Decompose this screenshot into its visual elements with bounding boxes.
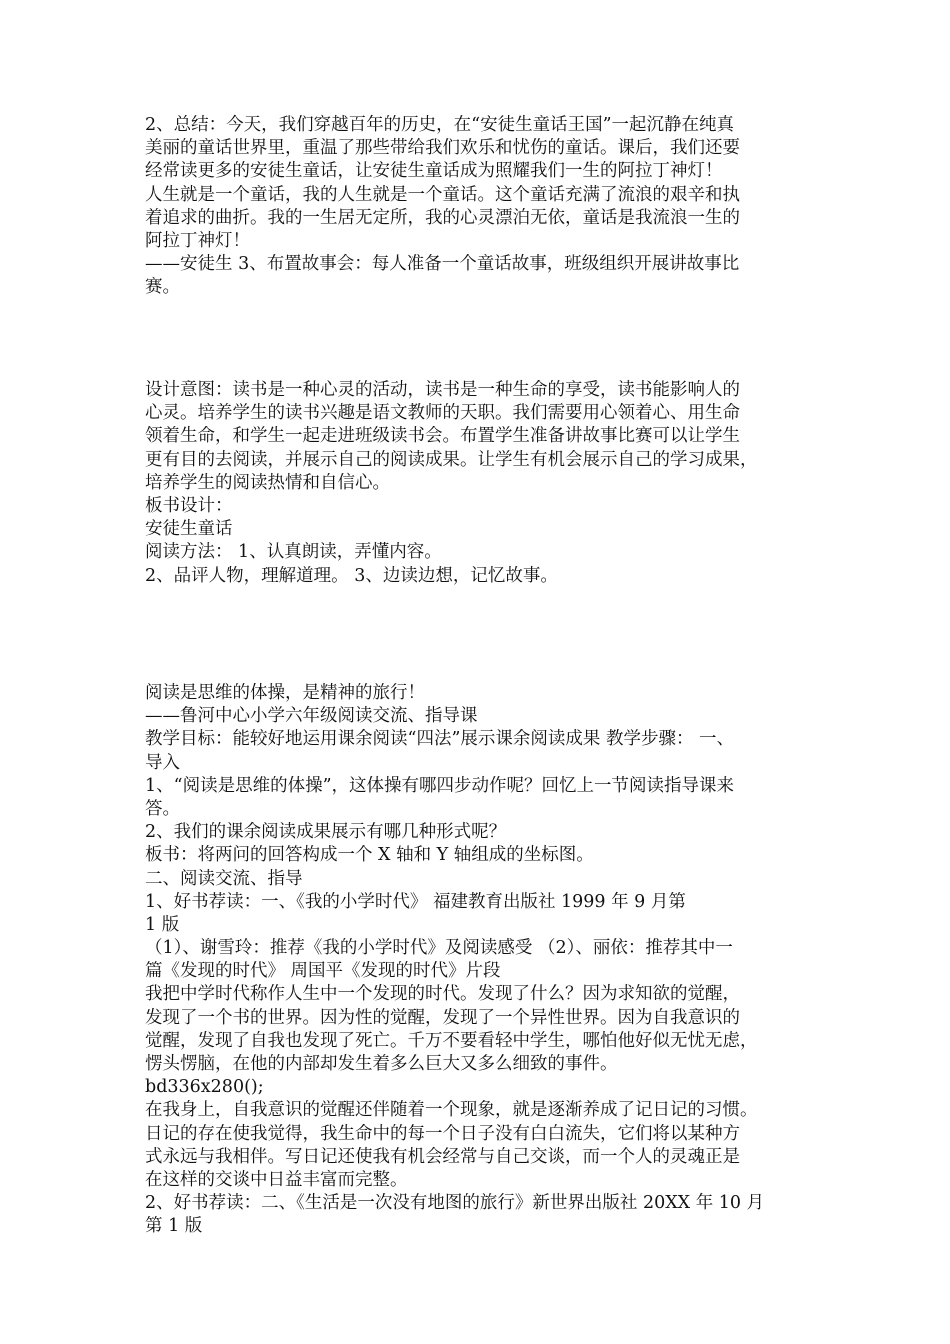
text-line: bd336x280(); [145,1077,264,1098]
text-line: 1、“阅读是思维的体操”，这体操有哪四步动作呢？回忆上一节阅读指导课来 [145,775,735,796]
board-design-heading: 板书设计： [145,495,233,516]
lesson-subtitle: ——鲁河中心小学六年级阅读交流、指导课 [145,706,478,727]
text-line: 2、好书荐读：二、《生活是一次没有地图的旅行》新世界出版社 20XX 年 10 月 [145,1193,765,1214]
text-line: 第 1 版 [145,1216,203,1237]
text-line: 阅读方法： 1、认真朗读，弄懂内容。 [145,542,442,563]
text-line: 篇《发现的时代》 周国平《发现的时代》片段 [145,961,501,982]
text-line: （1）、谢雪玲：推荐《我的小学时代》及阅读感受 （2）、丽依：推荐其中一 [145,938,733,959]
text-line: 领着生命，和学生一起走进班级读书会。布置学生准备讲故事比赛可以让学生 [145,426,740,447]
text-line: 培养学生的阅读热情和自信心。 [145,472,390,493]
text-line: 2、总结：今天，我们穿越百年的历史，在“安徒生童话王国”一起沉静在纯真 [145,115,735,135]
text-line: 发现了一个书的世界。因为性的觉醒，发现了一个异性世界。因为自我意识的 [145,1007,740,1028]
text-line: 日记的存在使我觉得，我生命中的每一个日子没有白白流失，它们将以某种方 [145,1123,740,1144]
text-line: 在我身上，自我意识的觉醒还伴随着一个现象，就是逐渐养成了记日记的习惯。 [145,1100,758,1121]
text-line: 人生就是一个童话，我的人生就是一个童话。这个童话充满了流浪的艰辛和执 [145,184,740,205]
text-line: 美丽的童话世界里，重温了那些带给我们欢乐和忧伤的童话。课后，我们还要 [145,138,740,159]
text-line: 阿拉丁神灯！ [145,230,250,251]
text-line: 1 版 [145,914,180,935]
text-line: 我把中学时代称作人生中一个发现的时代。发现了什么？因为求知欲的觉醒， [145,984,740,1005]
text-line: 2、品评人物，理解道理。 3、边读边想，记忆故事。 [145,565,558,586]
text-line: 教学目标：能较好地运用课余阅读“四法”展示课余阅读成果 教学步骤： 一、 [145,729,735,750]
text-line: 经常读更多的安徒生童话，让安徒生童话成为照耀我们一生的阿拉丁神灯！ [145,161,723,182]
board-title: 安徒生童话 [145,519,233,540]
text-line: 导入 [145,752,180,773]
text-line: 更有目的去阅读，并展示自己的阅读成果。让学生有机会展示自己的学习成果， [145,449,758,470]
text-line: 觉醒，发现了自我也发现了死亡。千万不要看轻中学生，哪怕他好似无忧无虑， [145,1030,758,1051]
text-line: 愣头愣脑，在他的内部却发生着多么巨大又多么细致的事件。 [145,1054,618,1074]
text-line: 心灵。培养学生的读书兴趣是语文教师的天职。我们需要用心领着心、用生命 [145,403,740,424]
reading-lesson-section [145,682,813,1239]
text-line: 二、阅读交流、指导 [145,868,303,889]
text-line: 1、好书荐读：一、《我的小学时代》 福建教育出版社 1999 年 9 月第 [145,891,686,912]
text-line: 着追求的曲折。我的一生居无定所，我的心灵漂泊无依，童话是我流浪一生的 [145,207,740,228]
text-line: 式永远与我相伴。写日记还使我有机会经常与自己交谈，而一个人的灵魂正是 [145,1146,740,1167]
text-line: 在这样的交谈中日益丰富而完整。 [145,1169,408,1190]
lesson-title: 阅读是思维的体操，是精神的旅行！ [145,683,425,703]
summary-section [145,114,813,300]
text-line: 设计意图：读书是一种心灵的活动，读书是一种生命的享受，读书能影响人的 [145,380,740,400]
design-intent-section [145,379,813,588]
text-line: ——安徒生 3、布置故事会：每人准备一个童话故事，班级组织开展讲故事比 [145,254,740,275]
text-line: 板书：将两问的回答构成一个 X 轴和 Y 轴组成的坐标图。 [145,845,594,866]
text-line: 2、我们的课余阅读成果展示有哪几种形式呢？ [145,822,507,843]
text-line: 赛。 [145,277,180,298]
text-line: 答。 [145,798,180,819]
